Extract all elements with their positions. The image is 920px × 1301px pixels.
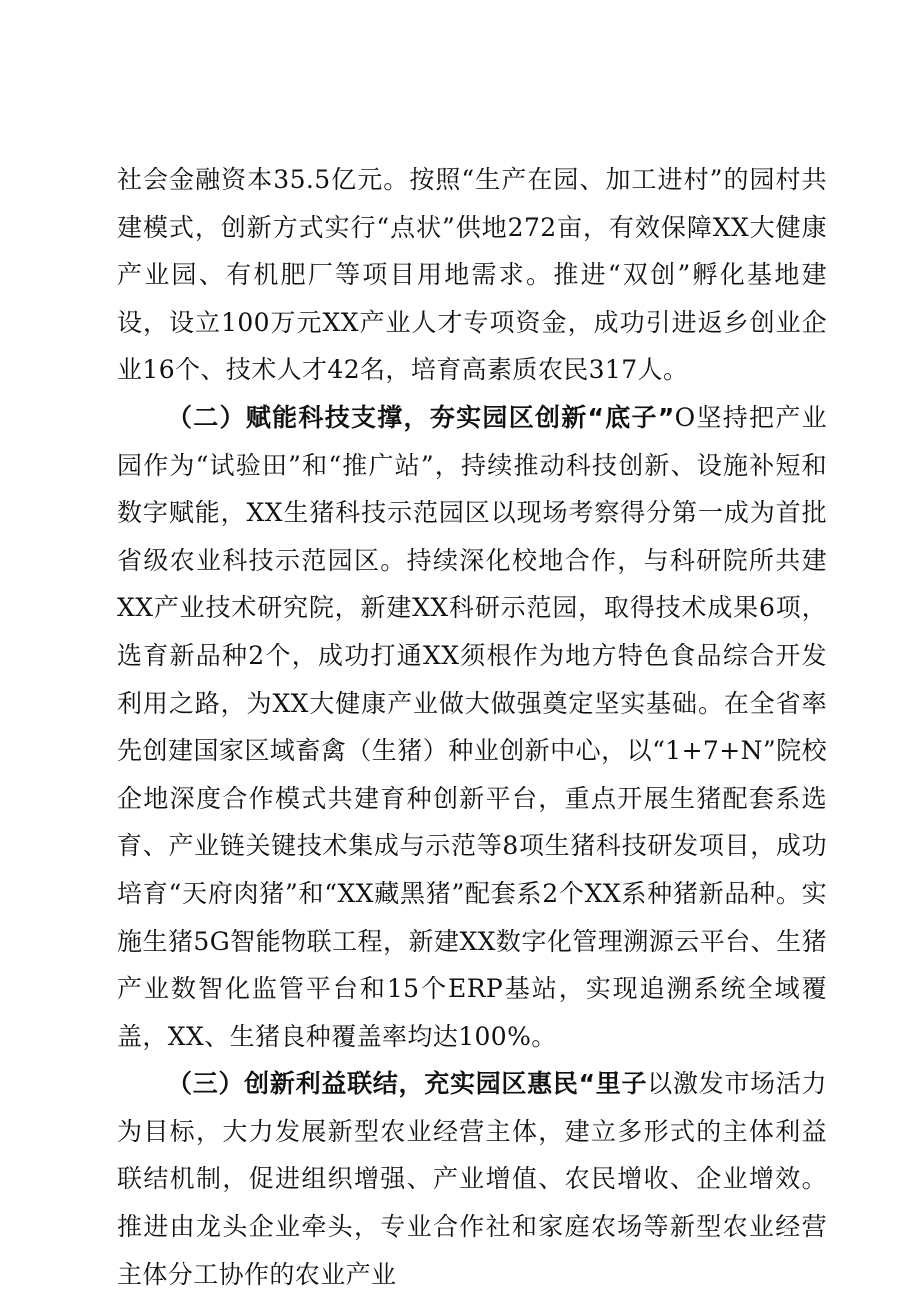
document-body	[117, 156, 827, 1298]
paragraph-continuation	[117, 156, 827, 394]
section-two-heading: （二）赋能科技支撑，夯实园区创新“底子”	[167, 402, 675, 432]
section-three-body: 以激发市场活力为目标，大力发展新型农业经营主体，建立多形式的主体利益联结机制，促进组织增强、产业增值、农民增收、企业增效。推进由龙头企业牵头，专业合作社和家庭农场等新型农业经营主体分工协作的农业产业	[117, 1069, 827, 1289]
section-three-heading: （三）创新利益联结，充实园区惠民“里子	[167, 1069, 648, 1099]
paragraph-section-two	[117, 394, 827, 1060]
paragraph-body: 社会金融资本35.5亿元。按照“生产在园、加工进村”的园村共建模式，创新方式实行“点状”供地272亩，有效保障XX大健康产业园、有机肥厂等项目用地需求。推进“双创”孵化基地建设，设立100万元XX产业人才专项资金，成功引进返乡创业企业16个、技术人才42名，培育高素质农民317人。	[117, 165, 827, 385]
section-two-body: O坚持把产业园作为“试验田”和“推广站”，持续推动科技创新、设施补短和数字赋能，XX生猪科技示范园区以现场考察得分第一成为首批省级农业科技示范园区。持续深化校地合作，与科研院所共建XX产业技术研究院，新建XX科研示范园，取得技术成果6项，选育新品种2个，成功打通XX须根作为地方特色食品综合开发利用之路，为XX大健康产业做大做强奠定坚实基础。在全省率先创建国家区域畜禽（生猪）种业创新中心，以“1+7+N”院校企地深度合作模式共建育种创新平台，重点开展生猪配套系选育、产业链关键技术集成与示范等8项生猪科技研发项目，成功培育“天府肉猪”和“XX藏黑猪”配套系2个XX系种猪新品种。实施生猪5G智能物联工程，新建XX数字化管理溯源云平台、生猪产业数智化监管平台和15个ERP基站，实现追溯系统全域覆盖，XX、生猪良种覆盖率均达100%。	[117, 402, 827, 1051]
paragraph-section-three	[117, 1060, 827, 1298]
